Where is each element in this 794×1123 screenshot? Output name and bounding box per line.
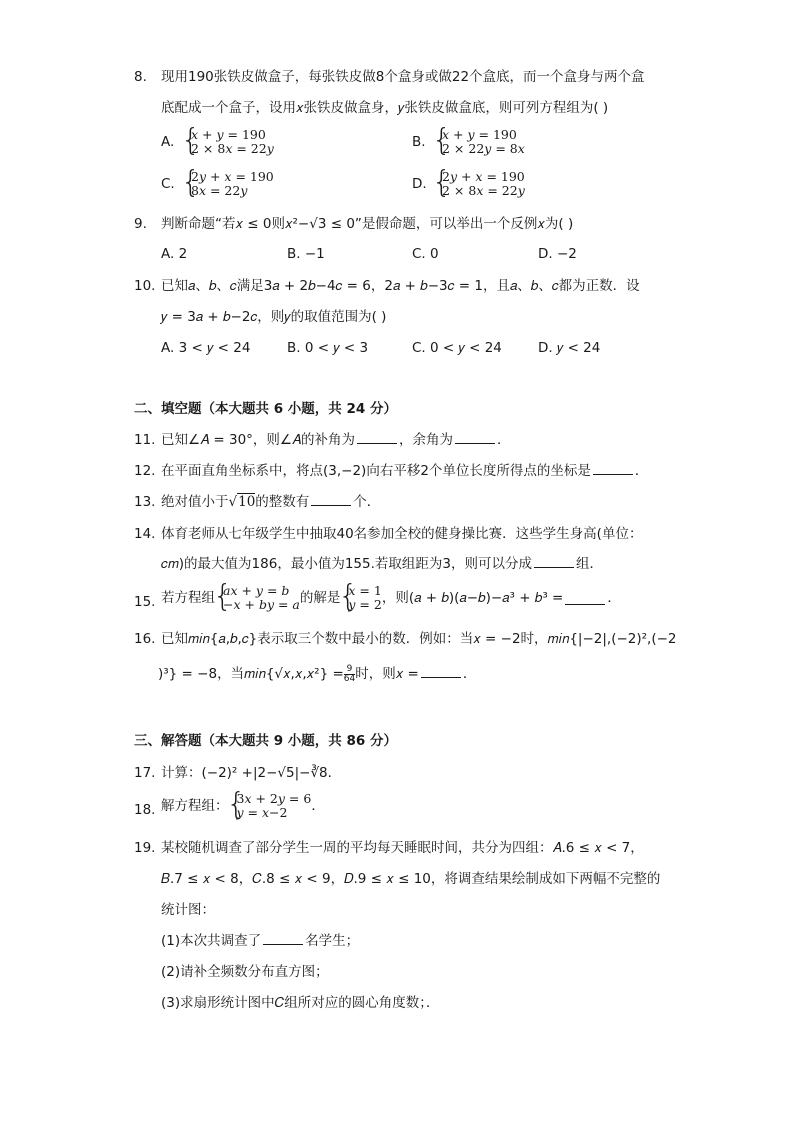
question-number: 17. [134,765,156,781]
question-number: 19. [134,840,156,856]
question-text: 已知𝑎、𝑏、𝑐满足3𝑎 + 2𝑏−4𝑐 = 6，2𝑎 + 𝑏−3𝑐 = 1，且𝑎、𝑏、𝑐都为正数．设 [161,278,640,294]
equation-system: { 2𝑦 + 𝑥 = 190 8𝑥 = 22𝑦 [183,170,274,198]
sub-question-3: (3)求扇形统计图中𝐶组所对应的圆心角度数；． [161,995,440,1011]
question-text: 已知𝑚𝑖𝑛{𝑎,𝑏,𝑐}表示取三个数中最小的数．例如：当𝑥 = −2时，𝑚𝑖𝑛{|−2|,(−2)²,(−2 [161,631,677,647]
option-b[interactable]: B. { 𝑥 + 𝑦 = 190 2 × 22𝑦 = 8𝑥 [412,128,525,156]
question-text: 现用190张铁皮做盒子，每张铁皮做8个盒身或做22个盒底，而一个盒身与两个盒 [161,69,645,85]
question-number: 18. [134,802,156,818]
question-number: 11. [134,432,156,448]
option-b[interactable]: B. 0 < 𝑦 < 3 [287,340,369,356]
answer-blank[interactable] [593,462,633,475]
question-text: 判断命题“若𝑥 ≤ 0则𝑥²−√3 ≤ 0”是假命题，可以举出一个反例𝑥为( ) [161,216,574,232]
question-number: 13. [134,494,156,510]
question-text: 若方程组 { 𝑎𝑥 + 𝑦 = 𝑏 −𝑥 + 𝑏𝑦 = 𝑎 的解是 { 𝑥 = 1 𝑦 = 2 ，则(𝑎 + 𝑏)(𝑎−𝑏)−𝑎³ + 𝑏³ = ． [161,584,621,612]
question-text: 绝对值小于√10的整数有 个． [161,494,381,510]
question-number: 15. [134,594,156,610]
question-number: 10. [134,278,156,294]
answer-blank[interactable] [565,592,605,605]
question-text: 𝑐𝑚)的最大值为186，最小值为155.若取组距为3，则可以分成 组． [161,556,603,572]
equation-system: { 3𝑥 + 2𝑦 = 6 𝑦 = 𝑥−2 [229,792,312,820]
equation-system: { 2𝑦 + 𝑥 = 190 2 × 8𝑥 = 22𝑦 [434,170,525,198]
answer-blank[interactable] [311,493,351,506]
section-heading-fill-in: 二、填空题（本大题共 6 小题，共 24 分） [134,401,397,417]
option-c[interactable]: C. 0 < 𝑦 < 24 [412,340,502,356]
option-c[interactable]: C. { 2𝑦 + 𝑥 = 190 8𝑥 = 22𝑦 [161,170,274,198]
question-number: 14. [134,526,156,542]
question-number: 16. [134,631,156,647]
equation-system: { 𝑎𝑥 + 𝑦 = 𝑏 −𝑥 + 𝑏𝑦 = 𝑎 [215,584,300,612]
question-text: 在平面直角坐标系中，将点(3,−2)向右平移2个单位长度所得点的坐标是 ． [161,463,649,479]
answer-blank[interactable] [357,431,397,444]
question-text: 计算：(−2)² +|2−√5|−∛8． [161,765,342,781]
answer-blank[interactable] [455,431,495,444]
question-text: 底配成一个盒子，设用𝑥张铁皮做盒身，𝑦张铁皮做盒底，则可列方程组为( ) [161,100,609,116]
question-text: 解方程组： { 3𝑥 + 2𝑦 = 6 𝑦 = 𝑥−2 ． [161,792,325,820]
option-d[interactable]: D. −2 [538,246,577,262]
question-text: 体育老师从七年级学生中抽取40名参加全校的健身操比赛．这些学生身高(单位： [161,526,643,542]
question-text: 统计图： [161,902,215,918]
sub-question-2: (2)请补全频数分布直方图； [161,964,329,980]
solution-system: { 𝑥 = 1 𝑦 = 2 [340,584,381,612]
question-number: 8. [134,69,147,85]
fraction: $\frac{9}{64}$ [343,663,356,684]
answer-blank[interactable] [421,665,461,678]
sub-question-1: (1)本次共调查了 名学生； [161,933,360,949]
option-a[interactable]: A. 3 < 𝑦 < 24 [161,340,251,356]
section-heading-solutions: 三、解答题（本大题共 9 小题，共 86 分） [134,733,397,749]
option-d[interactable]: D. 𝑦 < 24 [538,340,601,356]
answer-blank[interactable] [263,932,303,945]
question-text: 某校随机调查了部分学生一周的平均每天睡眠时间，共分为四组：𝐴.6 ≤ 𝑥 < 7， [161,840,644,856]
option-a[interactable]: A. { 𝑥 + 𝑦 = 190 2 × 8𝑥 = 22𝑦 [161,128,274,156]
answer-blank[interactable] [534,555,574,568]
equation-system: { 𝑥 + 𝑦 = 190 2 × 8𝑥 = 22𝑦 [183,128,274,156]
equation-system: { 𝑥 + 𝑦 = 190 2 × 22𝑦 = 8𝑥 [434,128,525,156]
question-number: 12. [134,463,156,479]
question-text: 𝐵.7 ≤ 𝑥 < 8，𝐶.8 ≤ 𝑥 < 9，𝐷.9 ≤ 𝑥 ≤ 10，将调查结果绘制成如下两幅不完整的 [161,871,661,887]
option-d[interactable]: D. { 2𝑦 + 𝑥 = 190 2 × 8𝑥 = 22𝑦 [412,170,525,198]
question-number: 9. [134,216,147,232]
question-text: 已知∠𝐴 = 30°，则∠𝐴的补角为 ，余角为 ． [161,432,511,448]
question-text: 𝑦 = 3𝑎 + 𝑏−2𝑐，则𝑦的取值范围为( ) [161,309,387,325]
option-c[interactable]: C. 0 [412,246,439,262]
question-text: )³} = −8，当𝑚𝑖𝑛{√𝑥,𝑥,𝑥²} = $\frac{9}{64}$ 时，则𝑥 = ． [158,663,477,684]
option-b[interactable]: B. −1 [287,246,325,262]
option-a[interactable]: A. 2 [161,246,188,262]
